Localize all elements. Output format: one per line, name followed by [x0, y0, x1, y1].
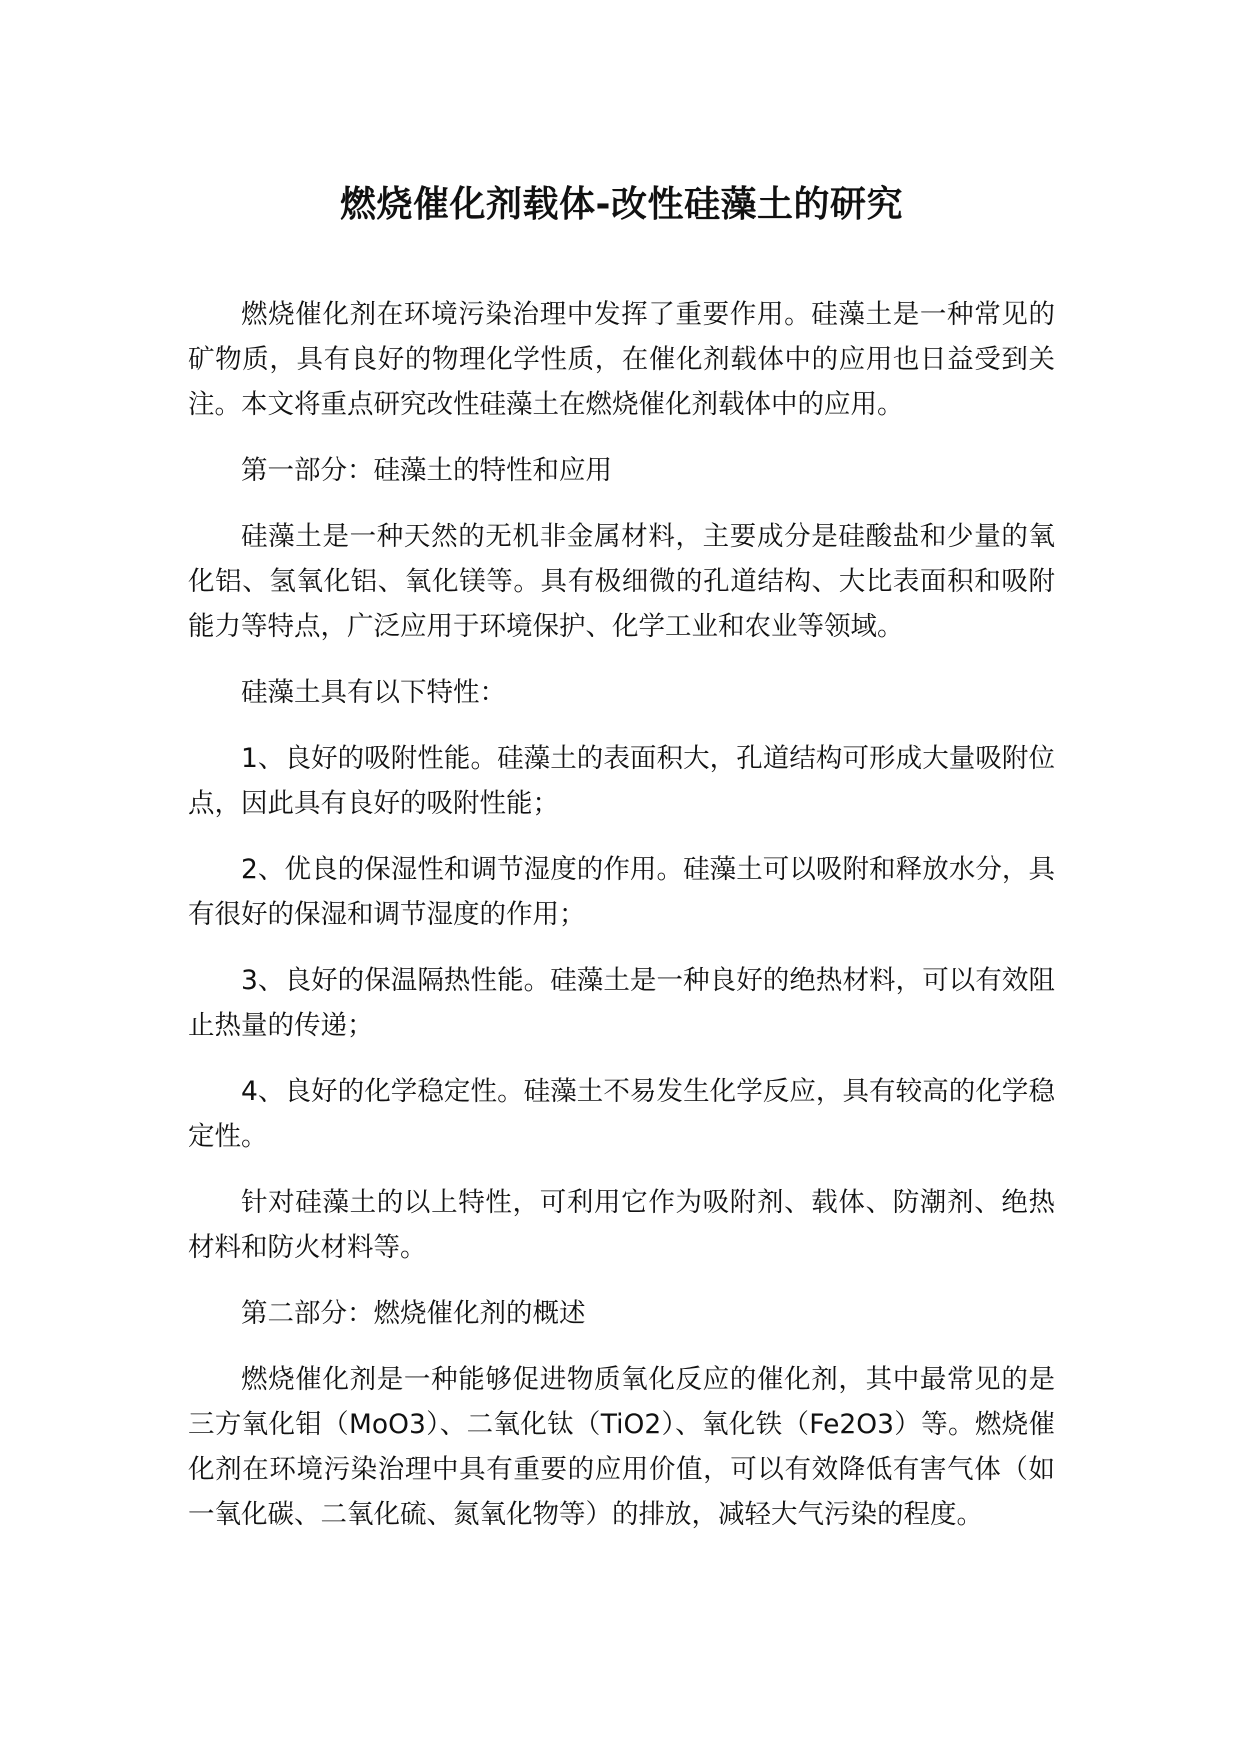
section-heading-part-one: 第一部分：硅藻土的特性和应用 — [241, 455, 612, 486]
list-item-humidity: 2、优良的保湿性和调节湿度的作用。硅藻土可以吸附和释放水分，具有很好的保湿和调节湿度的作用； — [188, 854, 1055, 930]
paragraph-catalyst-overview: 燃烧催化剂是一种能够促进物质氧化反应的催化剂，其中最常见的是三方氧化钼（MoO3）、二氧化钛（TiO2）、氧化铁（Fe2O3）等。燃烧催化剂在环境污染治理中具有重要的应用价值，可以有效降低有害气体（如一氧化碳、二氧化硫、氮氧化物等）的排放，减轻大气污染的程度。 — [188, 1364, 1055, 1530]
document-body — [188, 292, 1055, 1537]
list-item-stability: 4、良好的化学稳定性。硅藻土不易发生化学反应，具有较高的化学稳定性。 — [188, 1076, 1055, 1152]
section-heading-part-two: 第二部分：燃烧催化剂的概述 — [241, 1298, 586, 1329]
paragraph-properties-intro: 硅藻土具有以下特性： — [241, 677, 506, 708]
paragraph-intro: 燃烧催化剂在环境污染治理中发挥了重要作用。硅藻土是一种常见的矿物质，具有良好的物理化学性质，在催化剂载体中的应用也日益受到关注。本文将重点研究改性硅藻土在燃烧催化剂载体中的应用。 — [188, 299, 1055, 420]
document-title: 燃烧催化剂载体-改性硅藻土的研究 — [340, 184, 903, 225]
list-item-insulation: 3、良好的保温隔热性能。硅藻土是一种良好的绝热材料，可以有效阻止热量的传递； — [188, 965, 1055, 1041]
paragraph-applications: 针对硅藻土的以上特性，可利用它作为吸附剂、载体、防潮剂、绝热材料和防火材料等。 — [188, 1187, 1055, 1263]
paragraph-diatomite-overview: 硅藻土是一种天然的无机非金属材料，主要成分是硅酸盐和少量的氧化铝、氢氧化铝、氧化镁等。具有极细微的孔道结构、大比表面积和吸附能力等特点，广泛应用于环境保护、化学工业和农业等领域。 — [188, 521, 1055, 642]
list-item-adsorption: 1、良好的吸附性能。硅藻土的表面积大，孔道结构可形成大量吸附位点，因此具有良好的吸附性能； — [188, 743, 1055, 819]
